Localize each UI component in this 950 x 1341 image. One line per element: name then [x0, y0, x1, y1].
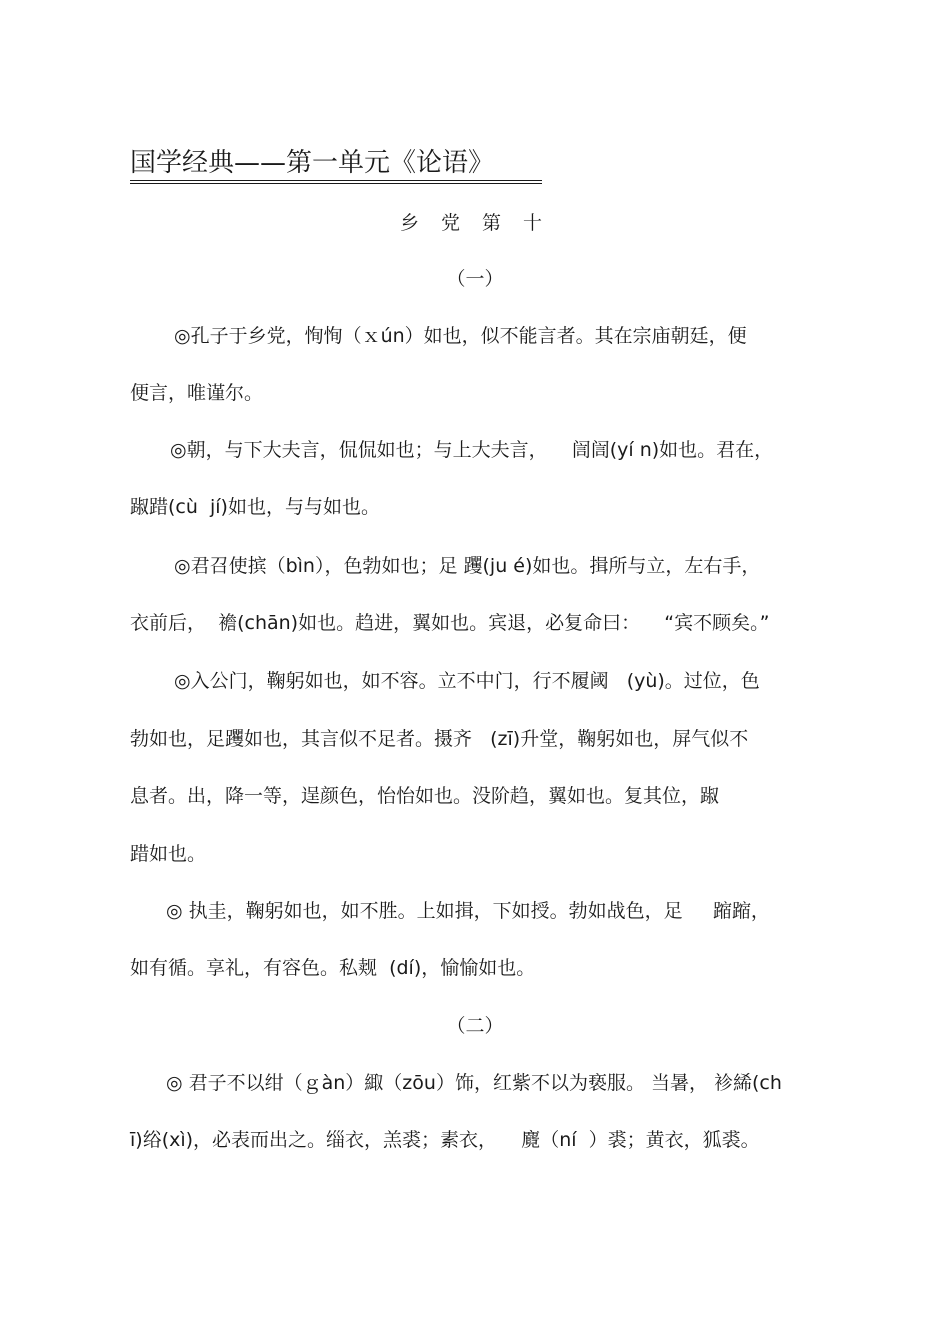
paragraph-line: ◎孔子于乡党，恂恂（ｘún）如也，似不能言者。其在宗庙朝廷，便 — [174, 325, 747, 347]
paragraph-line: ◎入公门，鞠躬如也，如不容。立不中门，行不履阈 (yù)。过位，色 — [174, 670, 760, 692]
paragraph-line: ◎ 君子不以绀（ｇàn）緅（zōu）饰，红紫不以为亵服。 当暑， 袗絺(ch — [166, 1072, 782, 1094]
paragraph-line: 踖如也。 — [130, 843, 207, 865]
header-title: 国学经典——第一单元《论语》 — [130, 148, 495, 178]
paragraph-line: ◎朝，与下大夫言，侃侃如也；与上大夫言， 訚訚(yí n)如也。君在， — [170, 439, 774, 461]
paragraph-line: ◎ 执圭，鞠躬如也，如不胜。上如揖，下如授。勃如战色，足 蹜蹜， — [166, 900, 770, 922]
section-label: （二） — [446, 1015, 504, 1037]
paragraph-line: 衣前后， 襜(chān)如也。趋进，翼如也。宾退，必复命曰： “宾不顾矣。” — [130, 612, 770, 634]
paragraph-line: 如有循。享礼，有容色。私觌 (dí)，愉愉如也。 — [130, 957, 536, 979]
header-double-rule — [130, 180, 542, 184]
chapter-title: 乡 党 第 十 — [399, 212, 551, 234]
paragraph-line: 踧踖(cù jí)如也，与与如也。 — [130, 496, 380, 518]
paragraph-line: 便言，唯谨尔。 — [130, 382, 264, 404]
paragraph-line: 息者。出，降一等，逞颜色，怡怡如也。没阶趋，翼如也。复其位，踧 — [130, 785, 720, 807]
paragraph-line: ī)绤(xì)，必表而出之。缁衣，羔裘；素衣， 麑（ní ）裘；黄衣，狐裘。 — [130, 1129, 760, 1151]
section-label: （一） — [446, 268, 504, 290]
document-header — [130, 148, 542, 184]
paragraph-line: 勃如也，足躩如也，其言似不足者。摄齐 (zī)升堂，鞠躬如也，屏气似不 — [130, 728, 749, 750]
paragraph-line: ◎君召使摈（bìn），色勃如也；足 躩(ju é)如也。揖所与立，左右手， — [174, 555, 761, 577]
